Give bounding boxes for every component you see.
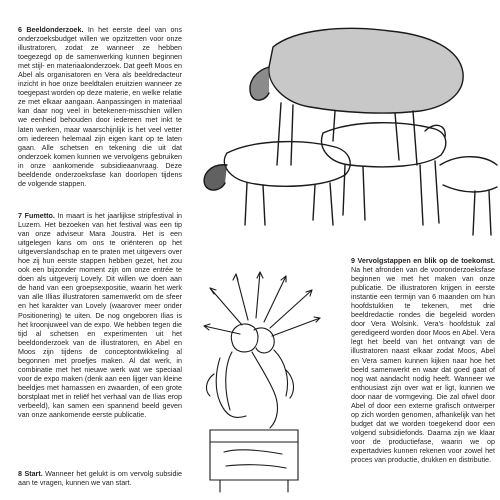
section-8-body: Wanneer het gelukt is om vervolg subsidie aan te vragen, kunnen we van start. — [18, 470, 182, 488]
section-6 — [18, 26, 182, 198]
section-8-text — [18, 470, 182, 488]
section-6-heading: 6 Beeldonderzoek. — [18, 26, 84, 34]
section-7 — [18, 212, 182, 429]
section-9 — [351, 257, 495, 474]
section-9-body: Na het afronden van de vooronderzoeksfase beginnen we met het maken van onze publicatie. De illustratoren krijgen in eerste instantie een termijn van 6 maanden om hun hoofdstukken te tekenen, met drie beeldredactie rondes die begeleid worden door Vera Wolsink. Vera's hoofdstuk zal geredigeerd worden door Moos en Abel. Vera legt het beeld van het ontvangt van de illustratoren naast elkaar zodat Moos, Abel en Vera samen kunnen kijken naar hoe het beeld samenwerkt en waar dat goed gaat of nog wat aandacht nodig heeft. Wanneer we enthousiast zijn over wat er ligt, kunnen we door naar de vormgeving. Die zal ofwel door Abel of door een externe grafisch ontwerper op zich worden genomen, afhankelijk van het budget dat we worden toegekend door een volgend subsidiefonds. Daarna zijn we klaar voor de productiefase, waarin we op expertadvies kunnen rekenen voor zowel het proces van productie, drukken en distributie. — [351, 266, 495, 465]
section-9-heading: 9 Vervolgstappen en blik op de toekomst. — [351, 257, 495, 265]
section-7-body: In maart is het jaarlijkse stripfestival in Luzern. Het bezoeken van het festival was een tip van onze adviseur Mara Joustra. Het is een uitgelegen kans om ons te oriënteren op het uitgeverslandschap en te praten met uitgevers over hoe zij hun eerste stappen hebben gezet, het zou ook een bijzonder moment zijn om onze entrée te doen als uitgeverij Lovely. Dit willen we doen aan de hand van een groepsexpositie, waarin het werk van alle Illias illustratoren samenwerkt om de sfeer en het karakter van Lovely (waarover meer onder Positionering) te uiten. De nog ongeboren Ilias is het kroonjuweel van de expo. We hebben tegen die tijd al schetsen en experimenten uit het beeldonderzoek van de illustratoren, en Abel en Moos zijn tijdens de conceptontwikkeling al begonnen met proefjes maken. Al dat werk, in combinatie met het nieuwe werk wat we speciaal voor de expo maken (denk aan een lijger van kleine beeldjes met harnassen en zwaarden, of een grote borstplaat met in reliëf het verhaal van de Ilias erop verbeeld), kan samen een spannend beeld geven van onze aankomende eerste publicatie. — [18, 212, 183, 420]
section-7-heading: 7 Fumetto. — [18, 212, 55, 220]
section-7-text — [18, 212, 182, 420]
figures-with-arrows-drawing-icon — [190, 270, 350, 495]
section-6-body: In het eerste deel van ons onderzoeksbudget willen we opzitzetten voor onze illustratoren, zodat ze wanneer ze hebben toegezegd op de samenwerking kunnen beginnen met stijl- en materiaalonderzoek. Dat geeft Moos en Abel als organisatoren en Vera als beeldredacteur inzicht in hoe onze beeldtalen eruitzien wanneer ze toegepast worden op deze materie, en welke relatie ze met elkaar aangaan. Aanpassingen in materiaal kan daar nog veel in betekenen-misschien willen we eenheid behouden door iedereen met inkt te laten werken, maar waarschijnlijk is het veel vetter om iedereen helemaal zijn eigen kant op te laten gaan. Alle schetsen en tekening die uit dat onderzoek komen kunnen we vervolgens gebruiken in onze aankomende subsidieaanvraag. Deze beeldende onderzoeksfase kan doorlopen tijdens de volgende stappen. — [18, 26, 182, 188]
section-6-text — [18, 26, 182, 189]
section-8-heading: 8 Start. — [18, 470, 43, 478]
sheep-drawing-icon — [185, 15, 500, 240]
section-8 — [18, 470, 182, 497]
section-9-text — [351, 257, 495, 465]
